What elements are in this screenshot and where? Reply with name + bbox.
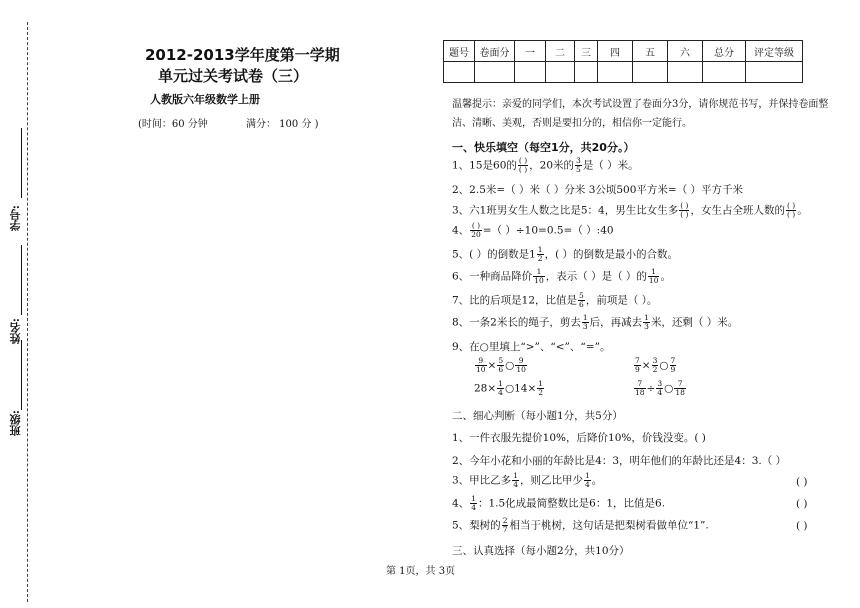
tip-line2: 洁、清晰、美观，否则是要扣分的，相信你一定能行。 [452, 118, 692, 129]
q-text: 。 [797, 204, 808, 217]
q-text: 米，还剩（ ）米。 [650, 316, 739, 329]
fraction: $\frac{1}{3}$ [644, 313, 649, 331]
fraction: $\frac{5}{6}$ [579, 291, 584, 309]
exam-time: (时间：60 分钟 [138, 119, 208, 130]
q-text: 后，再减去 [589, 316, 643, 329]
q-text: ，20米的 [529, 159, 575, 172]
q-text: 1、15是60的 [452, 159, 517, 172]
fraction: $\frac{1}{2}$ [537, 245, 543, 263]
score-header: 总分 [703, 41, 746, 62]
q-text: 6、一种商品降价 [452, 270, 533, 283]
binding-line [27, 22, 28, 602]
score-cell[interactable] [598, 62, 633, 83]
question-1-5 [452, 246, 678, 263]
compare-expr-4: $\frac{7}{18}$ ÷ $\frac{3}{4}$ ○ $\frac{7}{18}$ [635, 379, 685, 397]
q-text: 是（ ）米。 [582, 159, 639, 172]
question-1-1 [452, 157, 639, 174]
answer-paren-2-3[interactable]: ( ) [796, 476, 808, 488]
fraction: $\frac{1}{3}$ [582, 313, 588, 331]
answer-paren-2-4[interactable]: ( ) [796, 498, 808, 510]
class-label: 班级: [9, 410, 22, 437]
q-text: 5、( ）的倒数是1 [452, 248, 536, 261]
score-header: 评定等级 [746, 41, 803, 62]
name-blank [21, 245, 22, 315]
section2-title: 二、细心判断（每小题1分，共5分） [452, 410, 623, 422]
question-2-4: 4、 $\frac{1}{4}$ ：1.5化成最简整数比是6：1，比值是6. [452, 494, 666, 512]
section3-title: 三、认真选择（每小题2分，共10分） [452, 545, 630, 557]
score-cell[interactable] [575, 62, 598, 83]
score-cell[interactable] [633, 62, 668, 83]
question-2-1: 1、一件衣服先提价10%，后降价10%，价钱没变。( ) [452, 432, 706, 444]
question-1-9: 9、在○里填上“>”、“<”、“=”。 [452, 341, 611, 353]
score-header: 六 [668, 41, 703, 62]
q-number: 4、 [452, 224, 470, 237]
question-1-6 [452, 268, 671, 285]
score-cell[interactable] [444, 62, 475, 83]
fraction: $\frac{( )}{20}$ [471, 221, 481, 239]
score-cell[interactable] [546, 62, 575, 83]
class-blank [21, 340, 22, 410]
score-header: 题号 [444, 41, 475, 62]
score-cell[interactable] [703, 62, 746, 83]
question-2-5: 5、梨树的 $\frac{2}{7}$ 相当于桃树，这句话是把梨树看做单位“1”. [452, 516, 709, 534]
section1-title: 一、快乐填空（每空1分，共20分。） [452, 141, 635, 154]
score-header: 五 [633, 41, 668, 62]
page-footer: 第 1页，共 3页 [386, 566, 456, 577]
q-text: 。 [660, 270, 671, 283]
score-header: 卷面分 [475, 41, 515, 62]
score-header: 二 [546, 41, 575, 62]
compare-expr-1: $\frac{9}{10}$ × $\frac{5}{6}$ ○ $\frac{9}{10}$ [476, 356, 526, 374]
question-1-8 [452, 314, 738, 331]
fraction: $\frac{( )}{( )}$ [680, 201, 689, 219]
exam-subtitle: 人教版六年级数学上册 [150, 93, 260, 106]
score-header: 一 [515, 41, 546, 62]
q-text: =（ ）÷10=0.5=（ ）:40 [482, 224, 614, 237]
fraction: $\frac{1}{10}$ [534, 267, 544, 285]
score-cell[interactable] [746, 62, 803, 83]
exam-full-score: 满分： 100 分 ) [246, 119, 319, 130]
fraction: $\frac{3}{5}$ [576, 156, 581, 174]
student-no-blank [21, 128, 22, 198]
q-text: ，女生占全班人数的 [690, 204, 785, 217]
score-header: 三 [575, 41, 598, 62]
fraction: $\frac{( )}{( )}$ [518, 156, 528, 174]
score-header: 四 [598, 41, 633, 62]
fraction: $\frac{1}{10}$ [648, 267, 659, 285]
q-text: ，( ）的倒数是最小的合数。 [544, 248, 679, 261]
q-text: ，表示（ ）是（ ）的 [545, 270, 647, 283]
tip-line1: 温馨提示：亲爱的同学们，本次考试设置了卷面分3分，请你规范书写，并保持卷面整 [452, 99, 829, 110]
compare-expr-2: $\frac{7}{9}$ × $\frac{3}{2}$ ○ $\frac{7}{9}$ [635, 356, 676, 374]
question-2-2: 2、今年小花和小丽的年龄比是4：3，明年他们的年龄比还是4：3.（ ） [452, 455, 787, 467]
score-cell[interactable] [668, 62, 703, 83]
question-2-3: 3、甲比乙多 $\frac{1}{4}$ ，则乙比甲少 $\frac{1}{4}$ 。 [452, 471, 603, 489]
score-cell[interactable] [475, 62, 515, 83]
score-cell[interactable] [515, 62, 546, 83]
q-text: 8、一条2米长的绳子，剪去 [452, 316, 581, 329]
question-1-4 [452, 222, 614, 239]
question-1-7 [452, 292, 657, 309]
exam-title-line1: 2012-2013学年度第一学期 [145, 46, 340, 64]
question-1-3 [452, 202, 808, 219]
fraction: $\frac{( )}{( )}$ [786, 201, 796, 219]
answer-paren-2-5[interactable]: ( ) [796, 520, 808, 532]
score-table [443, 40, 803, 83]
name-label: 姓名: [9, 318, 22, 345]
q-text: 3、六1班男女生人数之比是5：4，男生比女生多 [452, 204, 679, 217]
compare-expr-3: 28× $\frac{1}{4}$ ○14× $\frac{1}{2}$ [474, 379, 544, 397]
student-no-label: 学号: [9, 205, 22, 232]
exam-title-line2: 单元过关考试卷（三） [158, 67, 309, 85]
q-text: ，前项是（ ）。 [585, 294, 658, 307]
question-1-2: 2、2.5米=（ ）米（ ）分米 3公顷500平方米=（ ）平方千米 [452, 184, 744, 196]
q-text: 7、比的后项是12，比值是 [452, 294, 578, 307]
